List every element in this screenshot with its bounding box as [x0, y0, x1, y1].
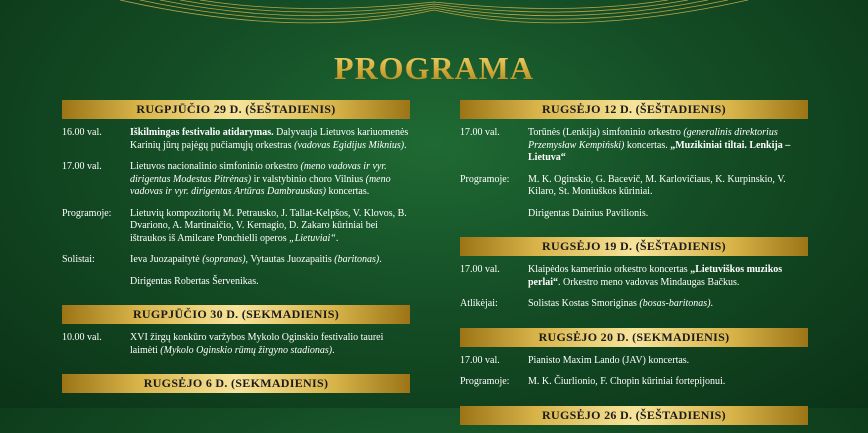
entry-text-part: Dalyvauja Lietuvos kariuomenės Karinių jūrų pajėgų pučiamųjų orkestras — [130, 127, 409, 151]
program-entry — [62, 127, 410, 152]
entry-text — [130, 332, 410, 357]
entry-text-part: XVI žirgų konkūro varžybos Mykolo Oginskio festivalio taurei laimėti — [130, 332, 384, 356]
entry-text — [130, 254, 410, 267]
entry-label: Atlikėjai: — [460, 298, 498, 309]
entry-label: 10.00 val. — [62, 332, 102, 343]
entry-text-part: Lietuvos nacionalinio simfoninio orkestro — [130, 161, 301, 172]
entry-label: Programoje: — [460, 173, 510, 185]
entry-text-part: . — [332, 344, 335, 356]
entry-text — [130, 127, 410, 152]
day-header: RUGSĖJO 20 D. (SEKMADIENIS) — [460, 328, 808, 347]
entry-text — [528, 264, 808, 289]
entry-label: 17.00 val. — [460, 354, 500, 366]
entry-label: Programoje: — [62, 207, 112, 219]
entry-text-part: (baritonas) — [334, 254, 380, 265]
entry-text — [528, 174, 808, 199]
entry-label: 17.00 val. — [460, 264, 500, 275]
program-entry — [460, 208, 808, 221]
entry-text-part: Solistas Kostas Smoriginas — [528, 298, 640, 309]
entry-label: Solistai: — [62, 254, 95, 265]
entry-label: 17.00 val. — [460, 127, 500, 138]
entry-text-part: Lietuvių kompozitorių M. Petrausko, J. Tallat-Kelpšos, V. Klovos, B. Dvariono, A. Martinaičio, V. Kernagio, D. Zakaro kūriniai bei ištraukos iš Amilcare Ponchielli operos — [130, 207, 407, 244]
program-entry — [62, 276, 410, 289]
entry-text-part: . — [404, 139, 407, 151]
entry-text-part: , Vytautas Juozapaitis — [245, 254, 335, 265]
day-header: RUGPJŪČIO 30 D. (SEKMADIENIS) — [62, 305, 410, 324]
entry-text-part: . Orkestro meno vadovas Mindaugas Bačkus. — [558, 276, 740, 288]
entry-label — [62, 276, 130, 289]
entry-text — [130, 161, 410, 199]
entry-text-part: koncertas. — [624, 139, 671, 151]
entry-text — [528, 376, 808, 389]
entry-text — [130, 208, 410, 246]
entry-text — [130, 276, 410, 289]
entry-text-part: „Muzikiniai tiltai. Lenkija – Lietuva“ — [528, 139, 791, 163]
decorative-gold-arches — [0, 0, 868, 40]
entry-text-part: (bosas-baritonas) — [639, 298, 711, 309]
program-entry — [460, 376, 808, 389]
day-header: RUGSĖJO 12 D. (ŠEŠTADIENIS) — [460, 100, 808, 119]
program-entry — [460, 298, 808, 311]
program-entry — [62, 161, 410, 199]
entry-text-part: . — [710, 298, 714, 309]
program-left-column — [62, 100, 410, 401]
entry-text-part: Dirigentas Robertas Šervenikas. — [130, 275, 259, 287]
entry-text-part: koncertas. — [325, 186, 370, 197]
entry-text-part: . — [379, 254, 382, 265]
program-entry — [62, 332, 410, 357]
program-right-column — [460, 100, 808, 433]
entry-text-part: (meno vadovas ir vyr. dirigentas Artūras Dambrauskas) — [130, 173, 391, 197]
program-entry — [460, 127, 808, 165]
entry-text-part: „Lietuviškos muzikos perlai“ — [528, 264, 783, 288]
entry-text — [528, 355, 808, 368]
day-header: RUGSĖJO 26 D. (ŠEŠTADIENIS) — [460, 406, 808, 425]
entry-text-part: „Lietuviai“ — [289, 232, 336, 244]
entry-text-part: M. K. Oginskio, G. Bacevič, M. Karlovičiaus, K. Kurpinskio, V. Kilaro, St. Moniuškos kūriniai. — [528, 173, 786, 197]
program-entry — [460, 174, 808, 199]
entry-label — [460, 208, 528, 221]
entry-text-part: (vadovas Egidijus Miknius) — [294, 139, 405, 151]
day-header: RUGSĖJO 19 D. (ŠEŠTADIENIS) — [460, 237, 808, 256]
entry-text-part: ir valstybinio choro Vilnius — [251, 173, 366, 185]
program-entry — [460, 355, 808, 368]
day-header: RUGSĖJO 6 D. (SEKMADIENIS) — [62, 374, 410, 393]
entry-text-part: (Mykolo Oginskio rūmų žirgyno stadionas) — [160, 344, 333, 356]
entry-text-part: Ieva Juozapaitytė — [130, 254, 203, 265]
entry-text-part: M. K. Čiurlionio, F. Chopin kūriniai fortepijonui. — [528, 376, 726, 387]
entry-text — [528, 127, 808, 165]
entry-text — [528, 298, 808, 311]
entry-label: Programoje: — [460, 376, 510, 387]
entry-text-part: Pianisto Maxim Lando (JAV) koncertas. — [528, 354, 690, 366]
entry-text-part: . — [335, 232, 339, 244]
entry-text-part: Torūnės (Lenkija) simfoninio orkestro — [528, 127, 684, 138]
entry-text-part: (meno vadovas ir vyr. dirigentas Modestas Pitrėnas) — [130, 161, 387, 185]
entry-text — [528, 208, 808, 221]
entry-text-part: (generalinis direktorius Przemysław Kempiński) — [528, 127, 778, 151]
program-entry — [62, 254, 410, 267]
entry-text-part: Dirigentas Dainius Pavilionis. — [528, 207, 649, 219]
program-entry — [460, 264, 808, 289]
program-entry — [62, 208, 410, 246]
page-title: PROGRAMA — [0, 50, 868, 87]
entry-label: 16.00 val. — [62, 127, 102, 138]
entry-text-part: Klaipėdos kamerinio orkestro koncertas — [528, 264, 691, 275]
day-header: RUGPJŪČIO 29 D. (ŠEŠTADIENIS) — [62, 100, 410, 119]
entry-label: 17.00 val. — [62, 161, 102, 172]
entry-text-part: (sopranas) — [202, 254, 246, 265]
entry-text-part: Iškilmingas festivalio atidarymas. — [130, 127, 274, 138]
